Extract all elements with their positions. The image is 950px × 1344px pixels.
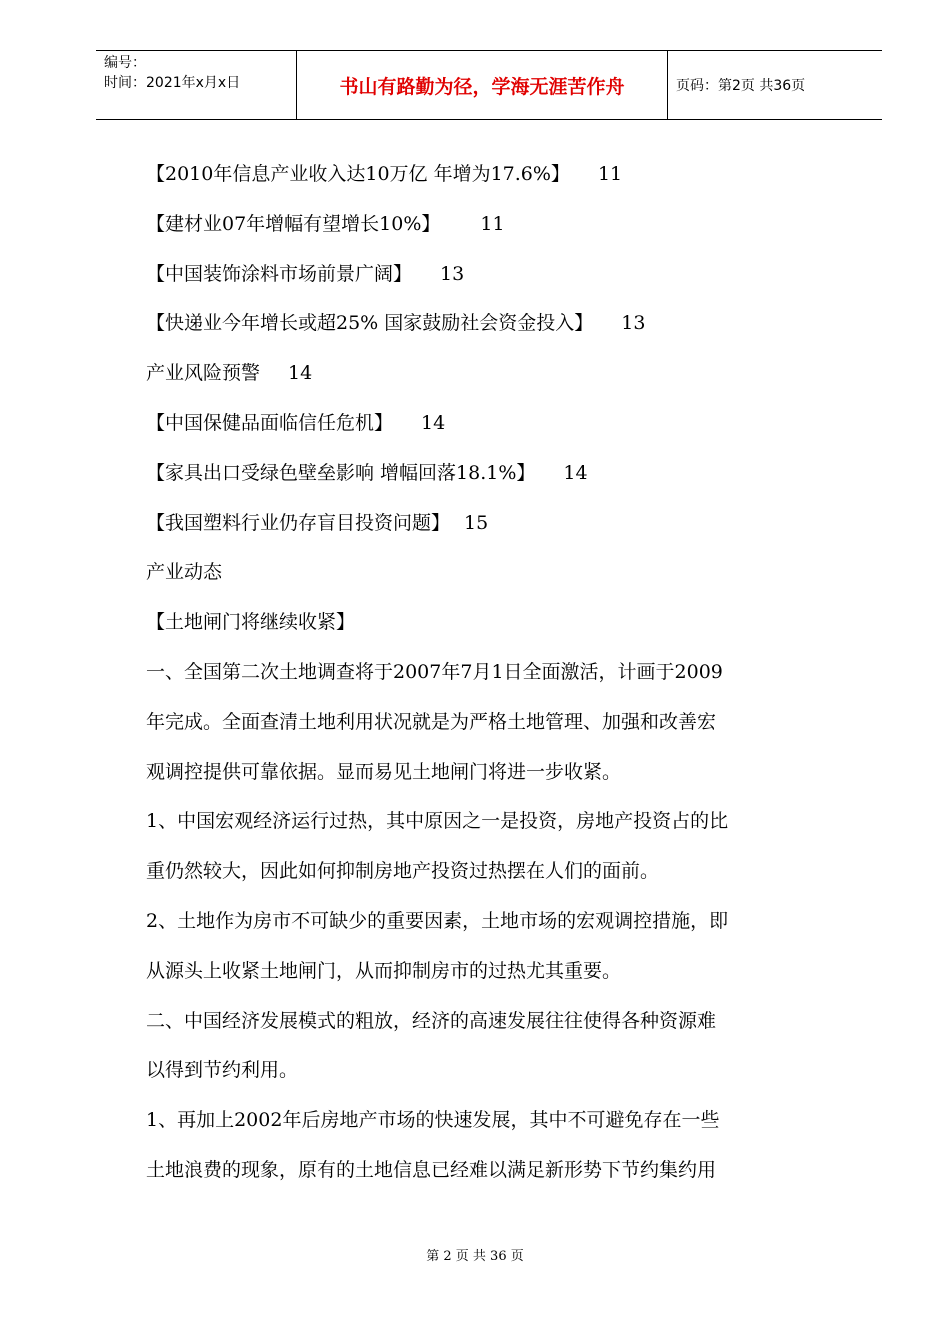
paragraph-line: 以得到节约利用。 (146, 1059, 299, 1082)
toc-line (146, 299, 836, 349)
header-page-info: 页码：第2页 共36页 (676, 78, 806, 94)
line-text: 【家具出口受绿色壁垒影响 增幅回落18.1%】 (146, 461, 536, 484)
toc-line (146, 349, 836, 399)
paragraph-line: 从源头上收紧土地闸门，从而抑制房市的过热尤其重要。 (146, 959, 622, 982)
toc-line (146, 200, 836, 250)
paragraph-line: 2、土地作为房市不可缺少的重要因素，土地市场的宏观调控措施，即 (146, 909, 729, 932)
article-title: 【土地闸门将继续收紧】 (146, 611, 356, 634)
paragraph-line: 土地浪费的现象，原有的土地信息已经难以满足新形势下节约集约用 (146, 1158, 717, 1181)
section-heading: 产业动态 (146, 561, 223, 584)
line-page-number: 11 (597, 163, 623, 185)
line-page-number: 15 (464, 511, 489, 534)
page-header (96, 50, 882, 120)
paragraph-line: 1、再加上2002年后房地产市场的快速发展，其中不可避免存在一些 (146, 1109, 720, 1132)
paragraph-line: 1、中国宏观经济运行过热，其中原因之一是投资，房地产投资占的比 (146, 810, 729, 833)
toc-line (146, 499, 836, 549)
toc-line (146, 399, 836, 449)
page-footer: 第 2 页 共 36 页 (426, 1249, 524, 1264)
paragraph-line: 二、中国经济发展模式的粗放，经济的高速发展往往使得各种资源难 (146, 1009, 717, 1032)
line-text: 【我国塑料行业仍存盲目投资问题】 (146, 511, 451, 534)
toc-line (146, 150, 836, 200)
header-left-block (104, 53, 290, 93)
line-page-number: 11 (480, 212, 505, 235)
line-page-number: 13 (621, 312, 646, 335)
paragraph-line: 观调控提供可靠依据。显而易见土地闸门将进一步收紧。 (146, 760, 622, 783)
paragraph-line: 年完成。全面查清土地利用状况就是为严格土地管理、加强和改善宏 (146, 710, 717, 733)
header-motto: 书山有路勤为径，学海无涯苦作舟 (296, 51, 668, 119)
line-page-number: 13 (440, 262, 465, 285)
document-body (146, 150, 836, 1196)
line-text: 【快递业今年增长或超25% 国家鼓励社会资金投入】 (146, 312, 594, 335)
line-text: 【中国保健品面临信任危机】 (146, 411, 394, 434)
toc-line (146, 250, 836, 300)
line-text: 【建材业07年增幅有望增长10%】 (146, 212, 441, 235)
line-text: 【中国装饰涂料市场前景广阔】 (146, 262, 413, 285)
paragraph-line: 一、全国第二次土地调查将于2007年7月1日全面激活，计画于2009 (146, 660, 723, 683)
toc-line (146, 449, 836, 499)
line-text: 产业风险预警 (146, 362, 261, 385)
line-text: 【2010年信息产业收入达10万亿 年增为17.6%】 (146, 163, 570, 185)
paragraph-line: 重仍然较大，因此如何抑制房地产投资过热摆在人们的面前。 (146, 860, 660, 883)
header-time-label: 时间：2021年x月x日 (104, 75, 241, 91)
header-number-label: 编号： (104, 55, 146, 71)
line-page-number: 14 (563, 461, 588, 484)
line-page-number: 14 (421, 411, 446, 434)
line-page-number: 14 (288, 362, 313, 385)
